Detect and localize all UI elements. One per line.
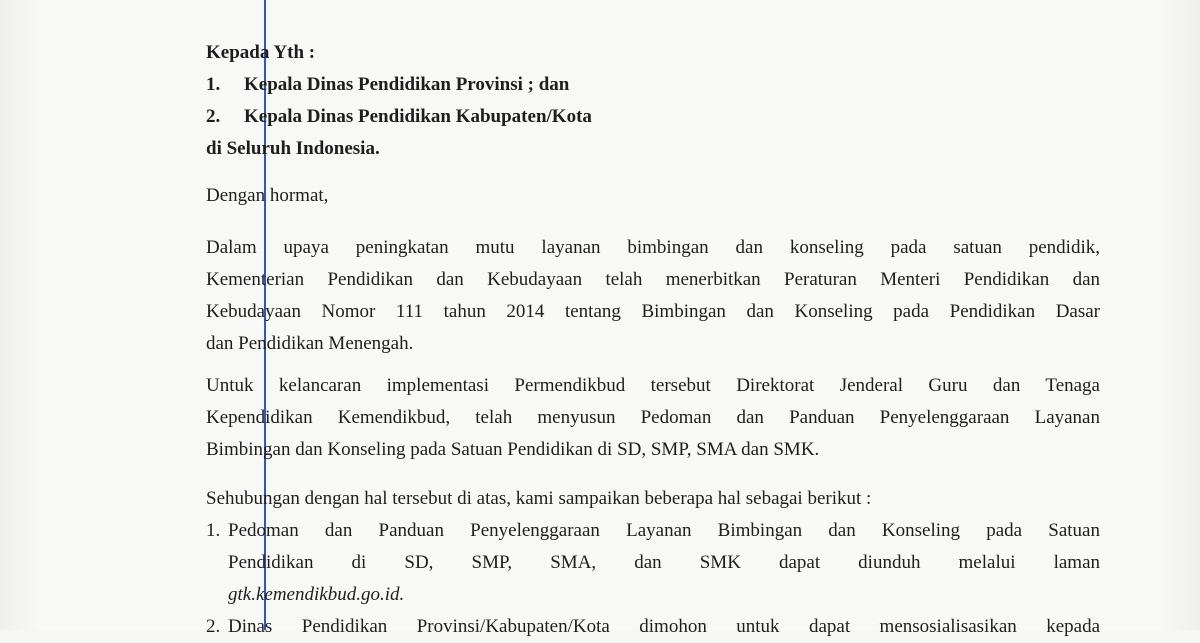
paragraph-line: Kependidikan Kemendikbud, telah menyusun Pedoman dan Panduan Penyelenggaraan Layanan <box>206 407 1100 428</box>
website-link[interactable]: gtk.kemendikbud.go.id. <box>228 584 405 605</box>
recipient-item-text: Kepala Dinas Pendidikan Kabupaten/Kota <box>244 106 592 127</box>
greeting: Dengan hormat, <box>206 185 329 206</box>
list-item <box>206 611 1100 643</box>
recipient-item-number: 1. <box>206 74 221 95</box>
paragraph-3 <box>206 483 1100 643</box>
recipient-item-1 <box>206 69 1100 101</box>
list-item <box>206 515 1100 611</box>
recipient-item-2 <box>206 101 1100 133</box>
list-item-line: Dinas Pendidikan Provinsi/Kabupaten/Kota dimohon untuk dapat mensosialisasikan kepada <box>228 616 1100 637</box>
recipient-salutation: Kepada Yth : <box>206 42 316 63</box>
list-item-number: 1. <box>206 520 221 541</box>
paragraph-line: dan Pendidikan Menengah. <box>206 333 414 354</box>
paragraph-1 <box>206 232 1100 360</box>
paragraph-line: Kebudayaan Nomor 111 tahun 2014 tentang Bimbingan dan Konseling pada Pendidikan Dasar <box>206 301 1100 322</box>
list-item-line: Pedoman dan Panduan Penyelenggaraan Layanan Bimbingan dan Konseling pada Satuan <box>228 520 1100 541</box>
paragraph-line: Kementerian Pendidikan dan Kebudayaan telah menerbitkan Peraturan Menteri Pendidikan dan <box>206 269 1100 290</box>
list-item-line: Pendidikan di SD, SMP, SMA, dan SMK dapat diunduh melalui laman <box>228 552 1100 573</box>
paragraph-2 <box>206 370 1100 466</box>
paragraph-line: Untuk kelancaran implementasi Permendikbud tersebut Direktorat Jenderal Guru dan Tenaga <box>206 375 1100 396</box>
paragraph-intro: Sehubungan dengan hal tersebut di atas, kami sampaikan beberapa hal sebagai berikut : <box>206 488 872 509</box>
recipient-block <box>206 37 1100 165</box>
recipient-item-text: Kepala Dinas Pendidikan Provinsi ; dan <box>244 74 570 95</box>
paragraph-line: Bimbingan dan Konseling pada Satuan Pendidikan di SD, SMP, SMA dan SMK. <box>206 439 820 460</box>
list-item-number: 2. <box>206 616 221 637</box>
recipient-item-number: 2. <box>206 106 221 127</box>
recipient-location: di Seluruh Indonesia. <box>206 138 380 159</box>
paragraph-line: Dalam upaya peningkatan mutu layanan bimbingan dan konseling pada satuan pendidik, <box>206 237 1100 258</box>
